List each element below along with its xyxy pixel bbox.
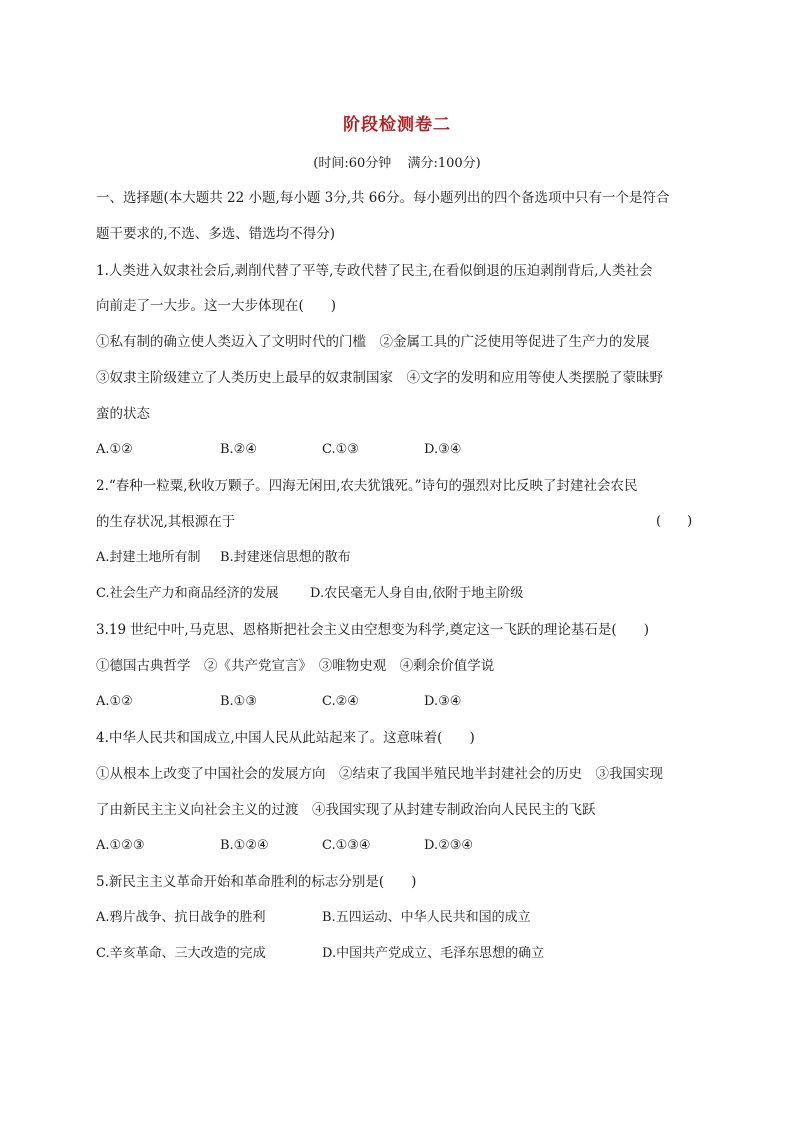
q1-statement-line-2: ③奴隶主阶级建立了人类历史上最早的奴隶制国家 ④文字的发明和应用等使人类摆脱了蒙昧野 [96, 370, 663, 386]
q1-statement-line-1: ①私有制的确立使人类迈入了文明时代的门槛 ②金属工具的广泛使用等促进了生产力的发展 [96, 334, 650, 350]
full-score: 满分:100分) [407, 156, 481, 171]
q5-option-a[interactable]: A.鸦片战争、抗日战争的胜利 [96, 910, 266, 925]
q2-option-d[interactable]: D.农民毫无人身自由,依附于地主阶级 [310, 586, 524, 601]
q3-option-c[interactable]: C.②④ [322, 694, 359, 709]
q4-option-b[interactable]: B.①②④ [220, 838, 269, 853]
page-title: 阶段检测卷二 [343, 115, 451, 135]
q3-option-b[interactable]: B.①③ [220, 694, 257, 709]
q1-option-a[interactable]: A.①② [96, 442, 133, 457]
time-limit: (时间:60分钟 [313, 156, 392, 171]
q4-statement-line-1: ①从根本上改变了中国社会的发展方向 ②结束了我国半殖民地半封建社会的历史 ③我国实现 [96, 766, 663, 782]
q2-stem-line-2: 的生存状况,其根源在于 [96, 514, 236, 530]
q2-option-a[interactable]: A.封建土地所有制 [96, 550, 201, 565]
q2-option-b[interactable]: B.封建迷信思想的散布 [220, 550, 351, 565]
q5-stem-line-1: 5.新民主主义革命开始和革命胜利的标志分别是( ) [96, 874, 417, 890]
q1-option-b[interactable]: B.②④ [220, 442, 257, 457]
q4-statement-line-2: 了由新民主主义向社会主义的过渡 ④我国实现了从封建专制政治向人民民主的飞跃 [96, 802, 596, 818]
q3-statement-line-1: ①德国古典哲学 ②《共产党宣言》 ③唯物史观 ④剩余价值学说 [96, 658, 495, 674]
q3-option-a[interactable]: A.①② [96, 694, 133, 709]
q4-option-a[interactable]: A.①②③ [96, 838, 145, 853]
q2-stem-line-1: 2.“春种一粒粟,秋收万颗子。四海无闲田,农夫犹饿死。”诗句的强烈对比反映了封建社会农民 [96, 478, 638, 494]
q1-stem-line-2: 向前走了一大步。这一大步体现在( ) [96, 298, 337, 314]
q5-option-d[interactable]: D.中国共产党成立、毛泽东思想的确立 [322, 946, 545, 961]
section-instructions-line-1: 一、选择题(本大题共 22 小题,每小题 3分,共 66分。每小题列出的四个备选项中只有一个是符合 [96, 190, 670, 206]
q1-stem-line-1: 1.人类进入奴隶社会后,剥削代替了平等,专政代替了民主,在看似倒退的压迫剥削背后,人类社会 [96, 263, 653, 279]
q1-option-d[interactable]: D.③④ [424, 442, 462, 457]
q3-stem-line-1: 3.19 世纪中叶,马克思、恩格斯把社会主义由空想变为科学,奠定这一飞跃的理论基石是( ) [96, 622, 649, 638]
q5-option-b[interactable]: B.五四运动、中华人民共和国的成立 [322, 910, 531, 925]
q2-answer-blank: ( ) [656, 514, 693, 529]
q1-option-c[interactable]: C.①③ [322, 442, 359, 457]
q4-stem-line-1: 4.中华人民共和国成立,中国人民从此站起来了。这意味着( ) [96, 730, 475, 746]
q2-option-c[interactable]: C.社会生产力和商品经济的发展 [96, 586, 279, 601]
q4-option-d[interactable]: D.②③④ [424, 838, 474, 853]
q5-option-c[interactable]: C.辛亥革命、三大改造的完成 [96, 946, 266, 961]
section-instructions-line-2: 题干要求的,不选、多选、错选均不得分) [96, 226, 336, 242]
q1-statement-line-3: 蛮的状态 [96, 406, 150, 422]
q3-option-d[interactable]: D.③④ [424, 694, 462, 709]
q4-option-c[interactable]: C.①③④ [322, 838, 371, 853]
exam-info [0, 152, 794, 171]
